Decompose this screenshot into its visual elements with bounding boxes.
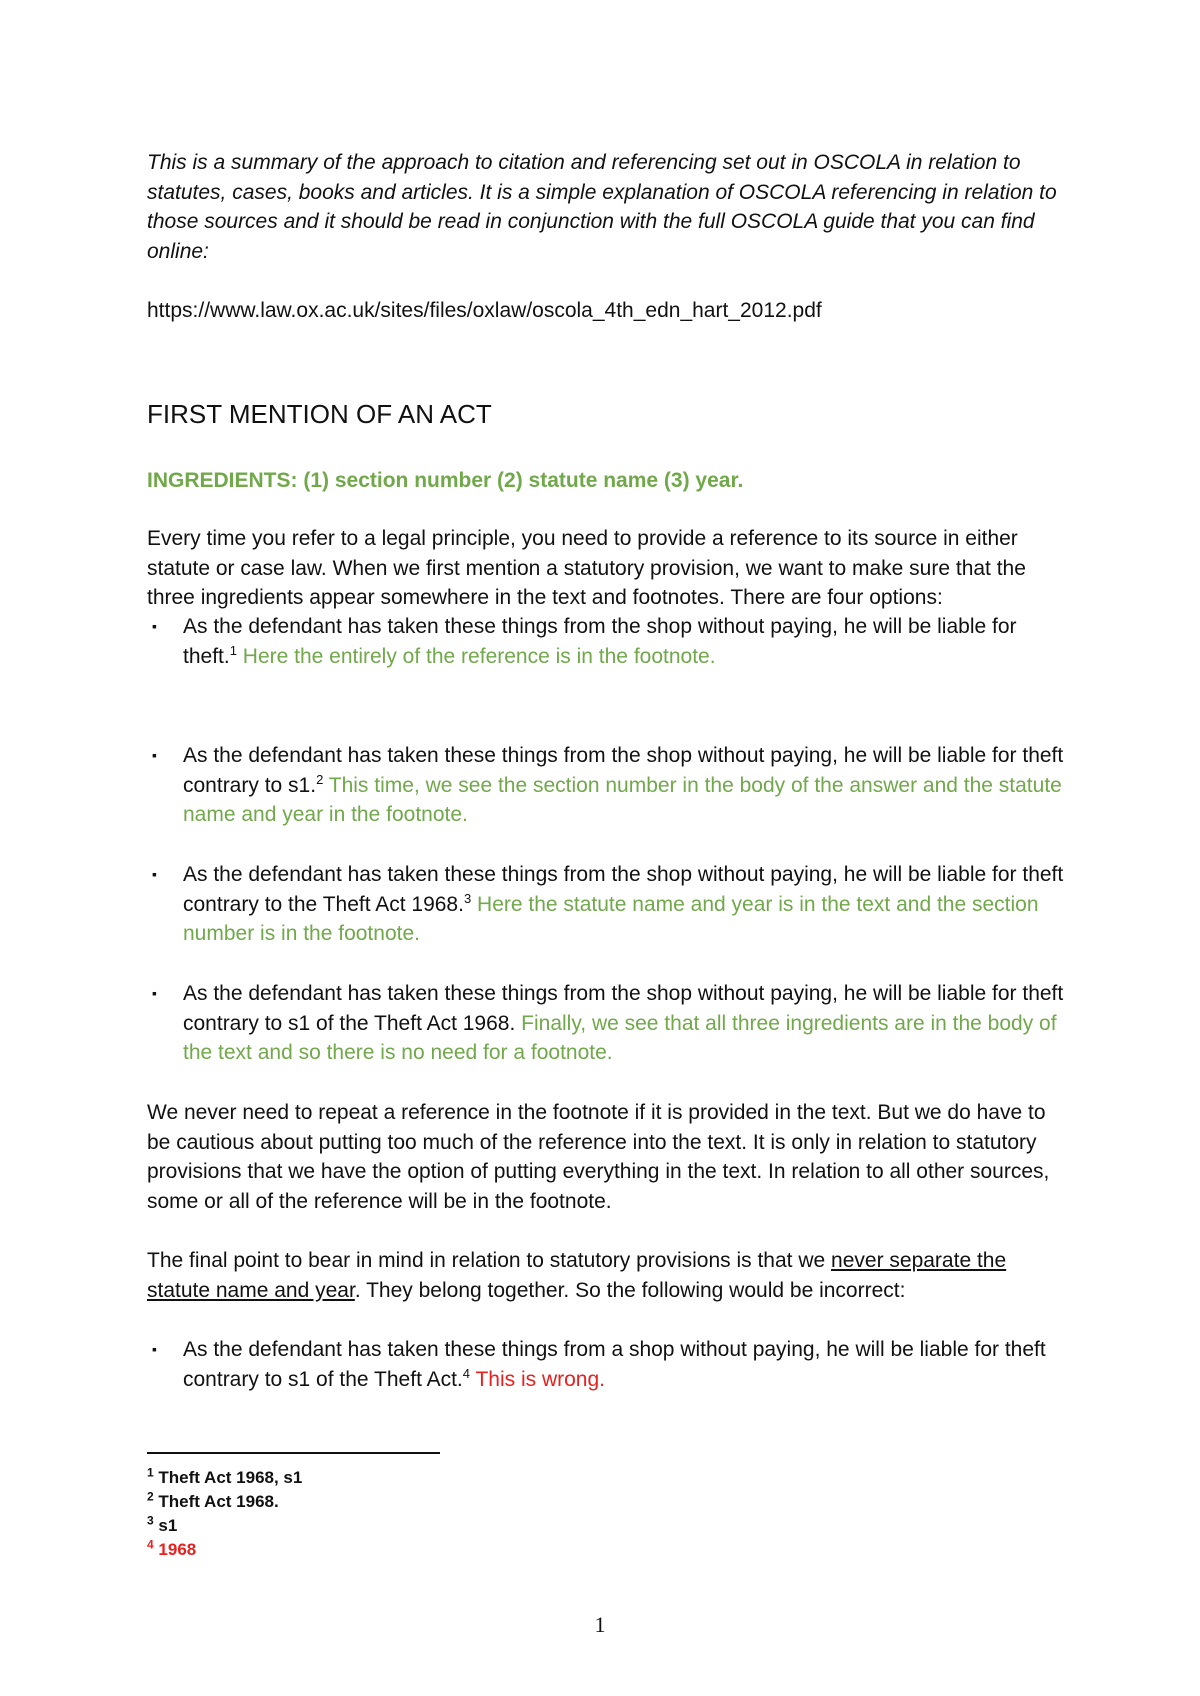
final-point-text-after: . They belong together. So the following would be incorrect: [354, 1278, 906, 1302]
bullet-marker: ▪ [152, 618, 157, 634]
final-point-underlined: never separate the statute name and year [147, 1249, 1007, 1302]
ingredients-line: INGREDIENTS: (1) section number (2) statute name (3) year. [147, 469, 744, 492]
footnote-3 [147, 1514, 177, 1538]
bullet-marker: ▪ [152, 866, 157, 882]
footnote-4-text: 1968 [153, 1540, 197, 1559]
final-point-text-before: The final point to bear in mind in relation to statutory provisions is that we [147, 1249, 832, 1272]
incorrect-example [183, 1335, 1068, 1394]
footnote-ref-1[interactable]: 1 [229, 642, 237, 658]
oscola-guide-url[interactable]: https://www.law.ox.ac.uk/sites/files/oxlaw/oscola_4th_edn_hart_2012.pdf [147, 299, 822, 322]
footnote-separator [147, 1452, 440, 1454]
footnote-1-text: Theft Act 1968, s1 [153, 1468, 303, 1487]
footnote-1 [147, 1466, 302, 1490]
bullet-marker: ▪ [152, 747, 157, 763]
footnote-4 [147, 1538, 196, 1562]
footnote-ref-2[interactable]: 2 [316, 771, 324, 787]
incorrect-example-text: As the defendant has taken these things from a shop without paying, he will be liable for theft contrary to s1 of the Theft Act. [183, 1338, 1046, 1391]
footnote-ref-3[interactable]: 3 [463, 890, 472, 906]
option-1-text: As the defendant has taken these things from the shop without paying, he will be liable for theft. [183, 615, 1017, 668]
footnote-3-number: 3 [147, 1513, 154, 1528]
intro-options-paragraph: Every time you refer to a legal principle, you need to provide a reference to its source in either statute or case law. When we first mention a statutory provision, we want to make sure that the three ingredients appear somewhere in the text and footnotes. There are four options: [147, 527, 1026, 609]
final-point-paragraph [147, 1246, 1067, 1305]
footnote-2 [147, 1490, 279, 1514]
footnote-2-text: Theft Act 1968. [153, 1492, 279, 1511]
bullet-marker: ▪ [152, 985, 157, 1001]
option-2-text: As the defendant has taken these things from the shop without paying, he will be liable for theft contrary to s1. [183, 744, 1064, 797]
option-4-note: Finally, we see that all three ingredients are in the body of the text and so there is no need for a footnote. [183, 1011, 1057, 1064]
bullet-marker: ▪ [152, 1341, 157, 1357]
page-number: 1 [594, 1612, 606, 1637]
option-4 [183, 979, 1068, 1068]
section-heading: FIRST MENTION OF AN ACT [147, 399, 492, 429]
option-3-note: Here the statute name and year is in the text and the section number is in the footnote. [183, 892, 1039, 945]
option-4-text: As the defendant has taken these things from the shop without paying, he will be liable for theft contrary to s1 of the Theft Act 1968. [183, 982, 1064, 1035]
footnote-2-number: 2 [147, 1489, 154, 1504]
option-1-note: Here the entirely of the reference is in the footnote. [236, 644, 716, 668]
option-2-note: This time, we see the section number in the body of the answer and the statute name and year in the footnote. [183, 773, 1062, 826]
option-3 [183, 860, 1068, 949]
incorrect-example-note: This is wrong. [470, 1367, 605, 1391]
option-2 [183, 741, 1068, 830]
footnote-ref-4[interactable]: 4 [462, 1365, 470, 1381]
text-vs-footnote-paragraph: We never need to repeat a reference in the footnote if it is provided in the text. But we do have to be cautious about putting too much of the reference into the text. It is only in relation to statutory provisions that we have the option of putting everything in the text. In relation to all other sources, some or all of the reference will be in the footnote. [147, 1101, 1050, 1213]
footnote-3-text: s1 [153, 1516, 178, 1535]
option-3-text: As the defendant has taken these things from the shop without paying, he will be liable for theft contrary to the Theft Act 1968. [183, 863, 1064, 916]
footnote-1-number: 1 [147, 1465, 154, 1480]
option-1 [183, 612, 1068, 671]
intro-paragraph: This is a summary of the approach to citation and referencing set out in OSCOLA in relation to statutes, cases, books and articles. It is a simple explanation of OSCOLA referencing in relation to those sources and it should be read in conjunction with the full OSCOLA guide that you can find online: [147, 151, 1057, 263]
footnote-4-number: 4 [147, 1537, 154, 1552]
